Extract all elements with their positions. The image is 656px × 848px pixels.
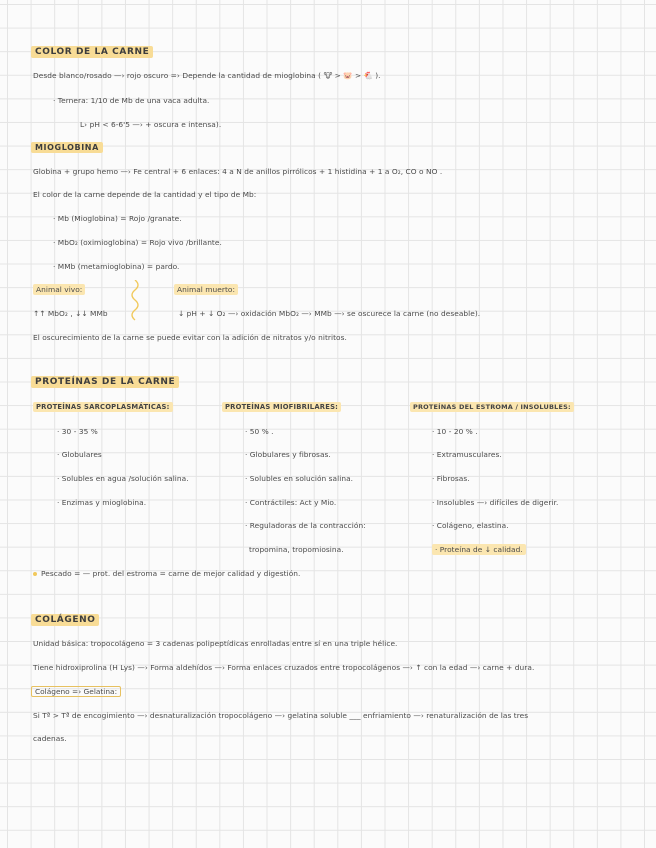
bullet-item: · Ternera: 1/10 de Mb de una vaca adulta. [53,96,210,105]
list-item: · Globulares [57,450,102,459]
section-title-colageno: COLÁGENO [31,616,99,625]
bullet-item: · MMb (metamioglobina) = pardo. [53,262,180,271]
text-line: ↓ pH + ↓ O₂ —› oxidación MbO₂ —› MMb —› se oscurece la carne (no deseable). [178,309,481,318]
list-item: · 10 - 20 % . [432,427,478,436]
section-title-proteinas: PROTEÍNAS DE LA CARNE [31,378,179,387]
text-line: ↑↑ MbO₂ , ↓↓ MMb [33,309,108,318]
text-line: cadenas. [33,734,67,743]
text-line: El color de la carne depende de la cantidad y el tipo de Mb: [33,190,257,199]
list-item: · Enzimas y mioglobina. [57,498,147,507]
list-item: tropomina, tropomiosina. [249,545,344,554]
label-animal-muerto: Animal muerto: [174,286,238,293]
bullet-item: · MbO₂ (oximioglobina) = Rojo vivo /brillante. [53,238,222,247]
list-item: · Contráctiles: Act y Mio. [245,498,337,507]
text-line: Si Tª > Tª de encogimiento —› desnaturalización tropocolágeno —› gelatina soluble ___ enfriamiento —› renaturalización de las tres [33,711,529,720]
column-title-sarcoplasmaticas: PROTEÍNAS SARCOPLASMÁTICAS: [33,404,173,411]
list-item: · Solubles en solución salina. [245,474,354,483]
list-item: · Fibrosas. [432,474,470,483]
list-item: · Solubles en agua /solución salina. [57,474,189,483]
text-line: Tiene hidroxiprolina (H Lys) —› Forma aldehídos —› Forma enlaces cruzados entre tropocolágenos —› ↑ con la edad —› carne + dura. [33,663,535,672]
text-line: Desde blanco/rosado —› rojo oscuro =› Depende la cantidad de mioglobina ( 🐮 > 🐷 > 🐔 ). [33,71,381,80]
list-item: · Globulares y fibrosas. [245,450,331,459]
boxed-heading-colageno-gelatina: Colágeno =› Gelatina: [31,686,121,697]
text-line: Unidad básica: tropocolágeno = 3 cadenas polipeptídicas enrolladas entre sí en una triple hélice. [33,639,398,648]
list-item: · Extramusculares. [432,450,502,459]
list-item: · 50 % . [245,427,274,436]
column-title-estroma: PROTEÍNAS DEL ESTROMA / INSOLUBLES: [410,404,574,411]
list-item: · Insolubles —› difíciles de digerir. [432,498,559,507]
column-title-miofibrilares: PROTEÍNAS MIOFIBRILARES: [222,404,341,411]
section-title-color-carne: COLOR DE LA CARNE [31,48,153,57]
text-line: Globina + grupo hemo —› Fe central + 6 enlaces: 4 a N de anillos pirrólicos + 1 histidina + 1 a O₂, CO o NO . [33,167,443,176]
note-pescado: Pescado = — prot. del estroma = carne de mejor calidad y digestión. [41,569,301,578]
bullet-dot-icon [33,572,37,576]
list-item: · 30 - 35 % [57,427,98,436]
label-animal-vivo: Animal vivo: [33,286,85,293]
list-item: · Reguladoras de la contracción: [245,521,366,530]
list-item: · Colágeno, elastina. [432,521,509,530]
text-line: L› pH < 6-6'5 —› + oscura e intensa). [80,120,222,129]
section-title-mioglobina: MIOGLOBINA [31,144,103,152]
bullet-item: · Mb (Mioglobina) = Rojo /granate. [53,214,182,223]
wavy-divider-icon [127,280,143,324]
text-line: El oscurecimiento de la carne se puede evitar con la adición de nitratos y/o nitritos. [33,333,347,342]
list-item-highlighted: · Proteína de ↓ calidad. [432,546,526,553]
